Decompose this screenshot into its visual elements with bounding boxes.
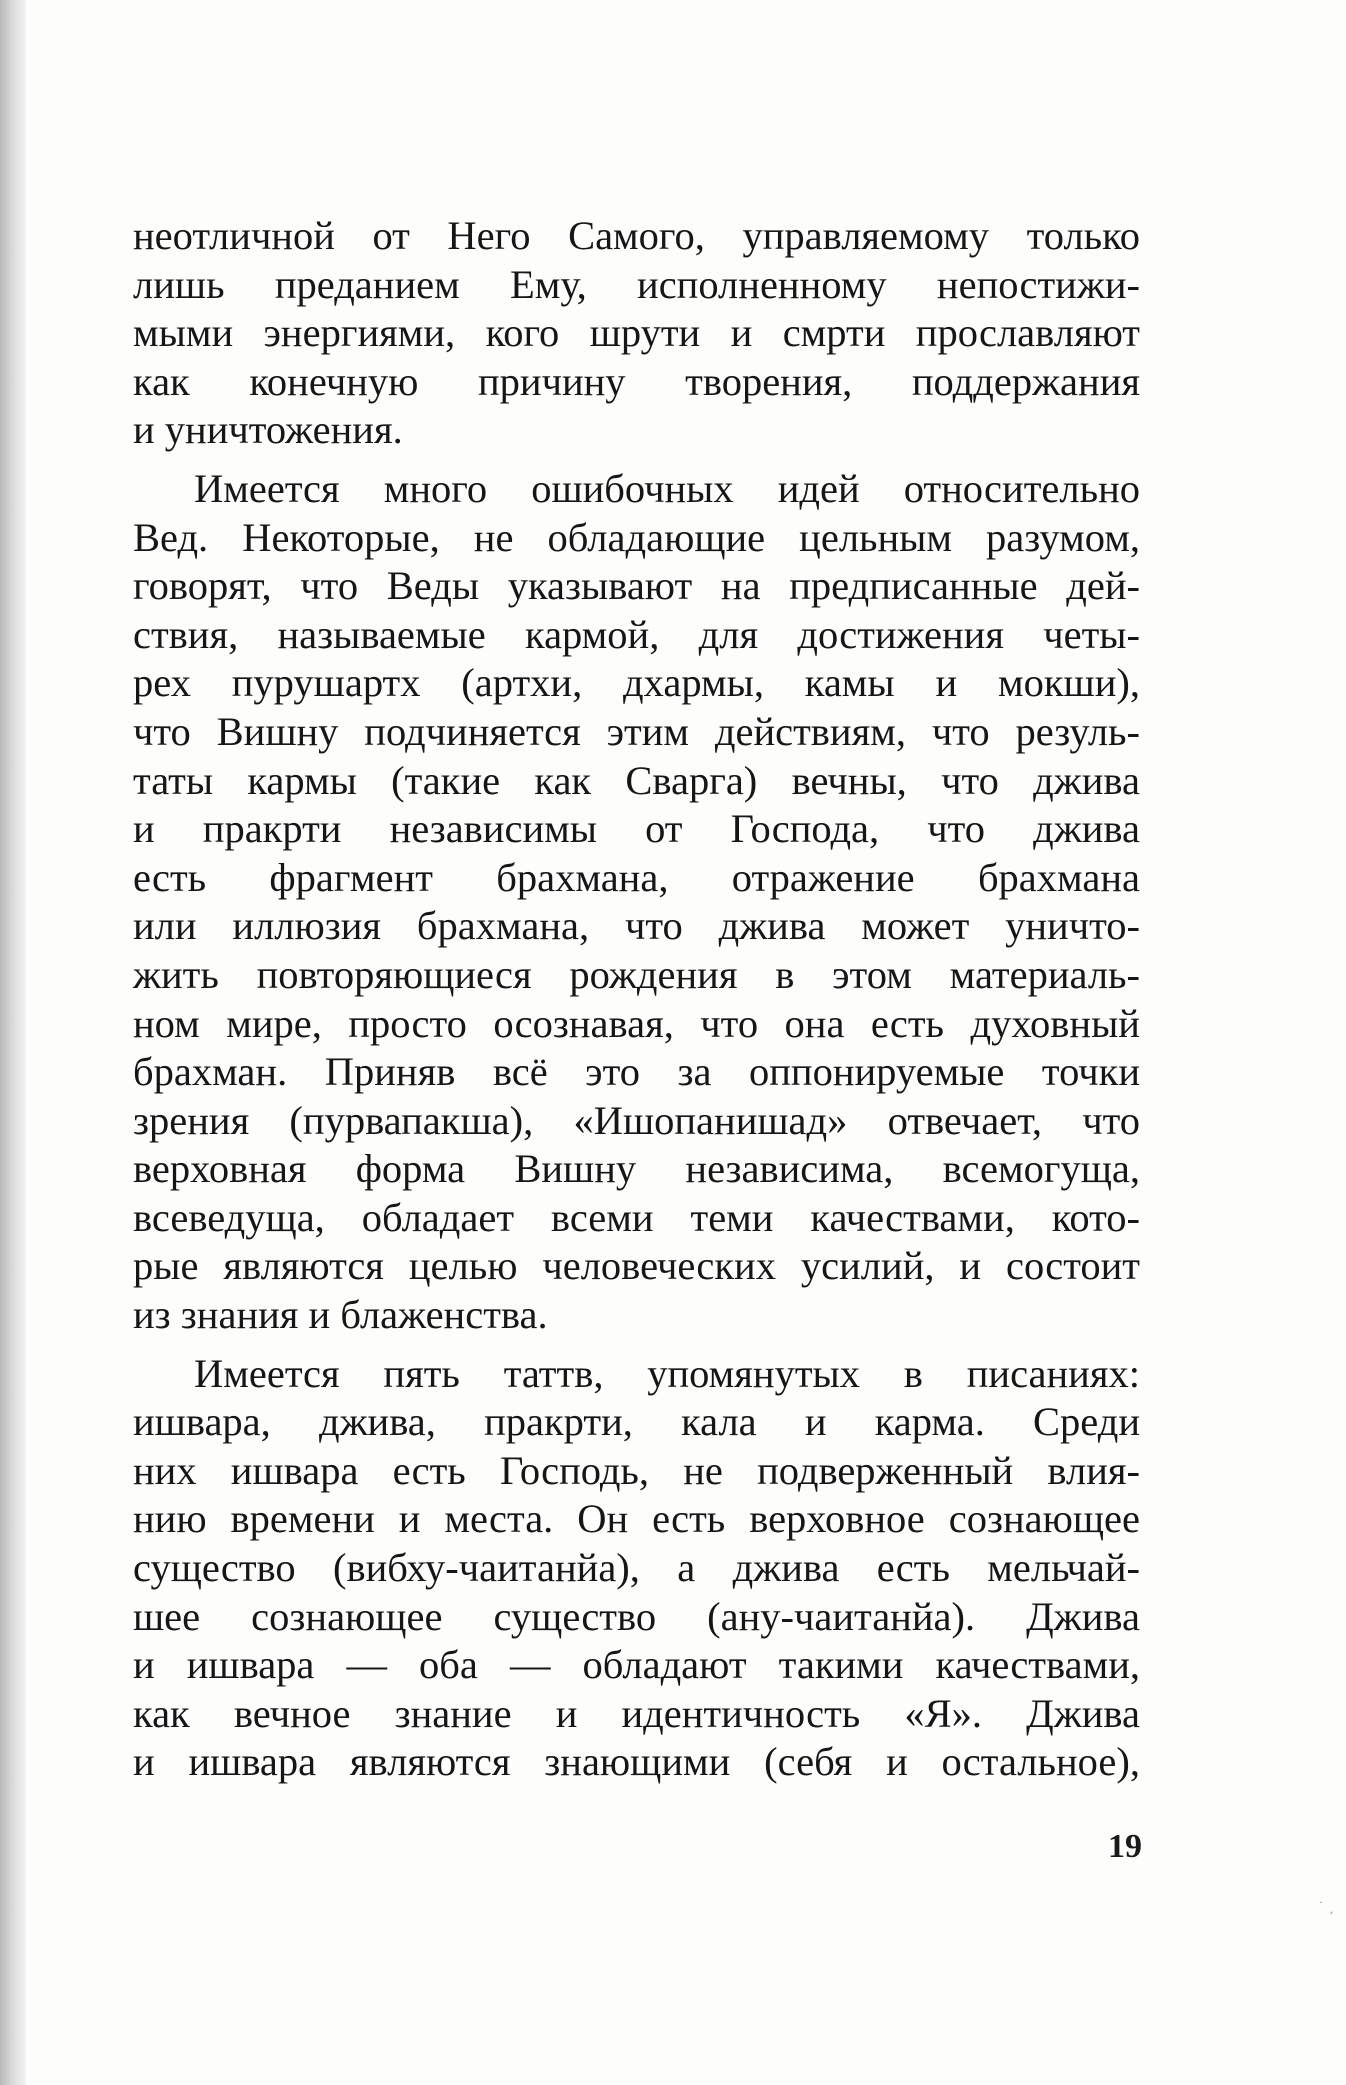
text-line: Имеется пять таттв, упомянутых в писаниях: xyxy=(194,1350,1140,1396)
text-line: зрения (пурвапакша), «Ишопанишад» отвечает, что xyxy=(133,1097,1140,1143)
paragraph-2 xyxy=(133,465,1140,1340)
text-line: и уничтожения. xyxy=(133,407,403,453)
paragraph-3 xyxy=(133,1350,1140,1787)
text-line: шее сознающее существо (ану-чаитанйа). Джива xyxy=(133,1593,1140,1639)
text-line: ишвара, джива, пракрти, кала и карма. Среди xyxy=(133,1399,1140,1445)
text-line: неотличной от Него Самого, управляемому только xyxy=(133,213,1140,258)
text-line: ном мире, просто осознавая, что она есть духовный xyxy=(133,1000,1140,1046)
text-line: рех пурушартх (артхи, дхармы, камы и мокши), xyxy=(133,660,1140,706)
text-line: брахман. Приняв всё это за оппонируемые точки xyxy=(133,1049,1140,1095)
text-line: как вечное знание и идентичность «Я». Джива xyxy=(133,1690,1140,1736)
text-line: таты кармы (такие как Сварга) вечны, что джива xyxy=(133,757,1140,803)
text-line: них ишвара есть Господь, не подверженный влия- xyxy=(133,1447,1140,1493)
text-line: что Вишну подчиняется этим действиям, что резуль- xyxy=(133,708,1140,754)
text-line: существо (вибху-чаитанйа), а джива есть мельчай- xyxy=(133,1545,1140,1591)
text-line: ствия, называемые кармой, для достижения четы- xyxy=(133,611,1140,657)
page-gutter-shadow xyxy=(0,0,26,2085)
text-line: верховная форма Вишну независима, всемогуща, xyxy=(133,1146,1140,1192)
text-line: и пракрти независимы от Господа, что джива xyxy=(133,806,1140,852)
text-line: Имеется много ошибочных идей относительно xyxy=(194,465,1140,511)
text-line: или иллюзия брахмана, что джива может уничто- xyxy=(133,903,1140,949)
text-line: всеведуща, обладает всеми теми качествами, кото- xyxy=(133,1194,1140,1240)
text-line: нию времени и места. Он есть верховное сознающее xyxy=(133,1496,1140,1542)
text-line: есть фрагмент брахмана, отражение брахмана xyxy=(133,854,1140,900)
text-line: говорят, что Веды указывают на предписанные дей- xyxy=(133,563,1140,609)
text-line: рые являются целью человеческих усилий, и состоит xyxy=(133,1243,1140,1289)
text-line: жить повторяющиеся рождения в этом материаль- xyxy=(133,951,1140,997)
body-text xyxy=(133,212,1140,1787)
text-line: лишь преданием Ему, исполненному непостижи- xyxy=(133,261,1140,307)
paragraph-1 xyxy=(133,212,1140,455)
text-line: мыми энергиями, кого шрути и смрти прославляют xyxy=(133,310,1140,356)
text-line: из знания и блаженства. xyxy=(133,1292,548,1338)
text-line: и ишвара являются знающими (себя и остальное), xyxy=(133,1739,1140,1785)
text-line: как конечную причину творения, поддержания xyxy=(133,358,1140,404)
text-line: Вед. Некоторые, не обладающие цельным разумом, xyxy=(133,514,1140,560)
page-number: 19 xyxy=(1108,1828,1142,1865)
scan-speck: ˙ ˏ xyxy=(1318,1900,1334,1914)
text-line: и ишвара — оба — обладают такими качествами, xyxy=(133,1642,1140,1688)
